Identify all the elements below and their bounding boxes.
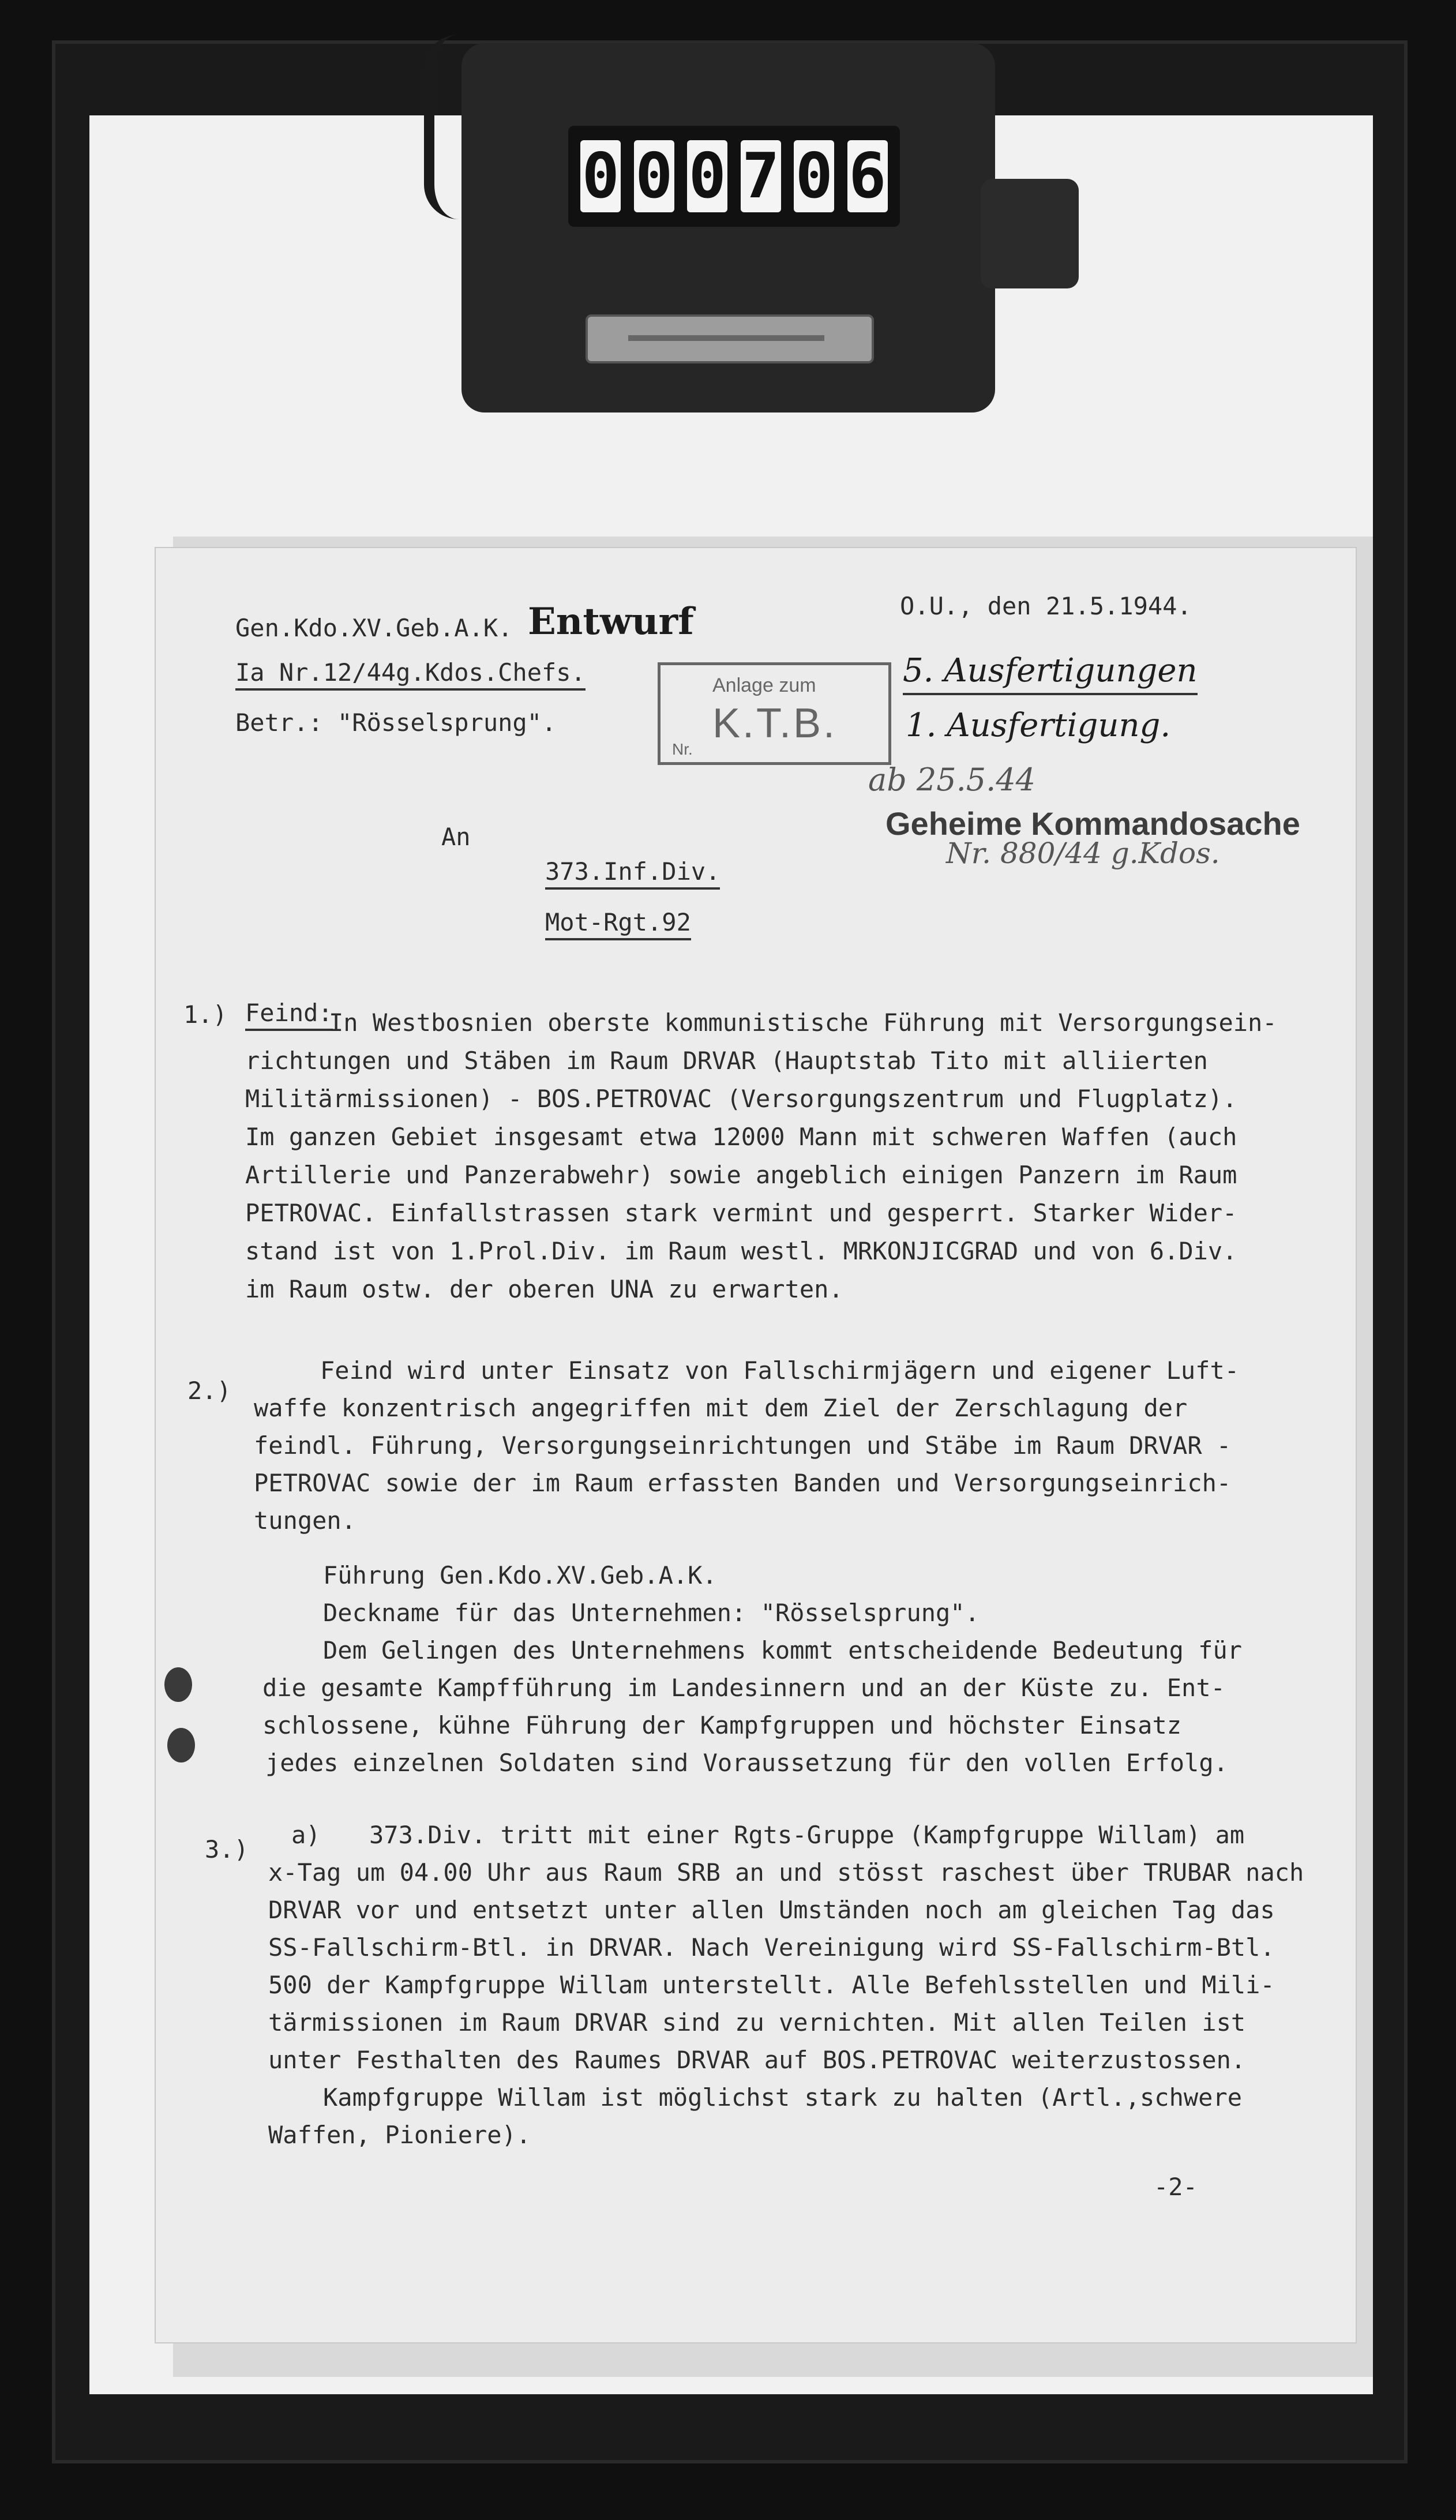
counter-knob bbox=[981, 179, 1079, 288]
copies-note: 5. Ausfertigungen bbox=[903, 652, 1198, 695]
section-1-line: stand ist von 1.Prol.Div. im Raum westl. MRKONJICGRAD und von 6.Div. bbox=[245, 1237, 1237, 1265]
section-2-line: Führung Gen.Kdo.XV.Geb.A.K. bbox=[323, 1561, 717, 1589]
counter-digit: 7 bbox=[741, 140, 781, 212]
ktb-stamp-nr: Nr. bbox=[672, 740, 693, 758]
subject-line: Betr.: "Rösselsprung". bbox=[235, 708, 557, 737]
section-3-line: 500 der Kampfgruppe Willam unterstellt. Alle Befehlsstellen und Mili- bbox=[268, 1971, 1275, 1999]
recipient-item: Mot-Rgt.92 bbox=[545, 910, 691, 940]
section-3-line: x-Tag um 04.00 Uhr aus Raum SRB an und stösst raschest über TRUBAR nach bbox=[268, 1858, 1304, 1887]
section-1-number: 1.) bbox=[183, 1000, 227, 1029]
section-1-heading: Feind: bbox=[245, 1001, 333, 1031]
section-1-line: Im ganzen Gebiet insgesamt etwa 12000 Mann mit schweren Waffen (auch bbox=[245, 1123, 1237, 1151]
copy-number-note: 1. Ausfertigung. bbox=[906, 707, 1171, 744]
section-2-line: tungen. bbox=[254, 1506, 357, 1535]
ktb-stamp bbox=[658, 662, 891, 765]
ktb-stamp-title: K.T.B. bbox=[712, 700, 838, 747]
section-2-line: Deckname für das Unternehmen: "Rösselsprung". bbox=[323, 1599, 980, 1627]
recipients-label: An bbox=[441, 823, 471, 851]
counter-digit: 6 bbox=[847, 140, 888, 212]
section-2-line: Dem Gelingen des Unternehmens kommt entscheidende Bedeutung für bbox=[323, 1636, 1243, 1664]
reference-number: Ia Nr.12/44g.Kdos.Chefs. bbox=[235, 661, 586, 691]
secret-stamp: Geheime Kommandosache bbox=[885, 805, 1300, 842]
counter-nameplate bbox=[586, 314, 874, 363]
secret-handwritten-date: ab 25.5.44 bbox=[868, 762, 1036, 798]
section-3-number: 3.) bbox=[205, 1835, 249, 1863]
section-3-line: Kampfgruppe Willam ist möglichst stark zu halten (Artl.,schwere bbox=[323, 2083, 1243, 2112]
section-1-line: im Raum ostw. der oberen UNA zu erwarten. bbox=[245, 1275, 843, 1303]
punch-hole bbox=[167, 1728, 195, 1762]
section-2-line: feindl. Führung, Versorgungseinrichtungen und Stäbe im Raum DRVAR - bbox=[254, 1431, 1232, 1460]
section-2-line: schlossene, kühne Führung der Kampfgruppen und höchster Einsatz bbox=[262, 1711, 1182, 1739]
section-2-line: Feind wird unter Einsatz von Fallschirmjägern und eigener Luft- bbox=[320, 1356, 1240, 1385]
section-3-line: 373.Div. tritt mit einer Rgts-Gruppe (Kampfgruppe Willam) am bbox=[369, 1821, 1245, 1849]
section-3-line: tärmissionen im Raum DRVAR sind zu vernichten. Mit allen Teilen ist bbox=[268, 2008, 1246, 2037]
sender-line: Gen.Kdo.XV.Geb.A.K. bbox=[235, 614, 513, 642]
section-3-line: unter Festhalten des Raumes DRVAR auf BOS.PETROVAC weiterzustossen. bbox=[268, 2046, 1246, 2074]
section-3-line: Waffen, Pioniere). bbox=[268, 2121, 531, 2149]
section-3-line: DRVAR vor und entsetzt unter allen Umständen noch am gleichen Tag das bbox=[268, 1896, 1275, 1924]
section-2-line: waffe konzentrisch angegriffen mit dem Ziel der Zerschlagung der bbox=[254, 1394, 1188, 1422]
section-1-line: Militärmissionen) - BOS.PETROVAC (Versorgungszentrum und Flugplatz). bbox=[245, 1085, 1237, 1113]
recipient-item: 373.Inf.Div. bbox=[545, 860, 720, 890]
section-2-line: die gesamte Kampfführung im Landesinnern und an der Küste zu. Ent- bbox=[262, 1674, 1225, 1702]
section-1-line: Artillerie und Panzerabwehr) sowie angeblich einigen Panzern im Raum bbox=[245, 1161, 1237, 1189]
section-2-line: PETROVAC sowie der im Raum erfassten Banden und Versorgungseinrich- bbox=[254, 1469, 1232, 1497]
section-2-line: jedes einzelnen Soldaten sind Voraussetzung für den vollen Erfolg. bbox=[265, 1749, 1228, 1777]
counter-display bbox=[568, 126, 900, 227]
page-marker: -2- bbox=[1154, 2173, 1198, 2201]
section-1-line: PETROVAC. Einfallstrassen stark vermint und gesperrt. Starker Wider- bbox=[245, 1199, 1237, 1227]
secret-handwritten-number: Nr. 880/44 g.Kdos. bbox=[946, 837, 1220, 870]
section-1-line: In Westbosnien oberste kommunistische Führung mit Versorgungsein- bbox=[329, 1008, 1277, 1037]
section-3-line: SS-Fallschirm-Btl. in DRVAR. Nach Vereinigung wird SS-Fallschirm-Btl. bbox=[268, 1933, 1275, 1962]
section-1-line: richtungen und Stäben im Raum DRVAR (Hauptstab Tito mit alliierten bbox=[245, 1047, 1208, 1075]
counter-digit: 0 bbox=[634, 140, 674, 212]
counter-digit: 0 bbox=[794, 140, 834, 212]
place-date: O.U., den 21.5.1944. bbox=[900, 592, 1192, 620]
ktb-stamp-label: Anlage zum bbox=[712, 674, 816, 696]
counter-digit: 0 bbox=[580, 140, 621, 212]
punch-hole bbox=[164, 1667, 192, 1702]
draft-stamp: Entwurf bbox=[528, 600, 694, 643]
section-2-number: 2.) bbox=[187, 1377, 231, 1405]
section-3-subitem: a) bbox=[291, 1821, 321, 1849]
counter-digit: 0 bbox=[687, 140, 727, 212]
